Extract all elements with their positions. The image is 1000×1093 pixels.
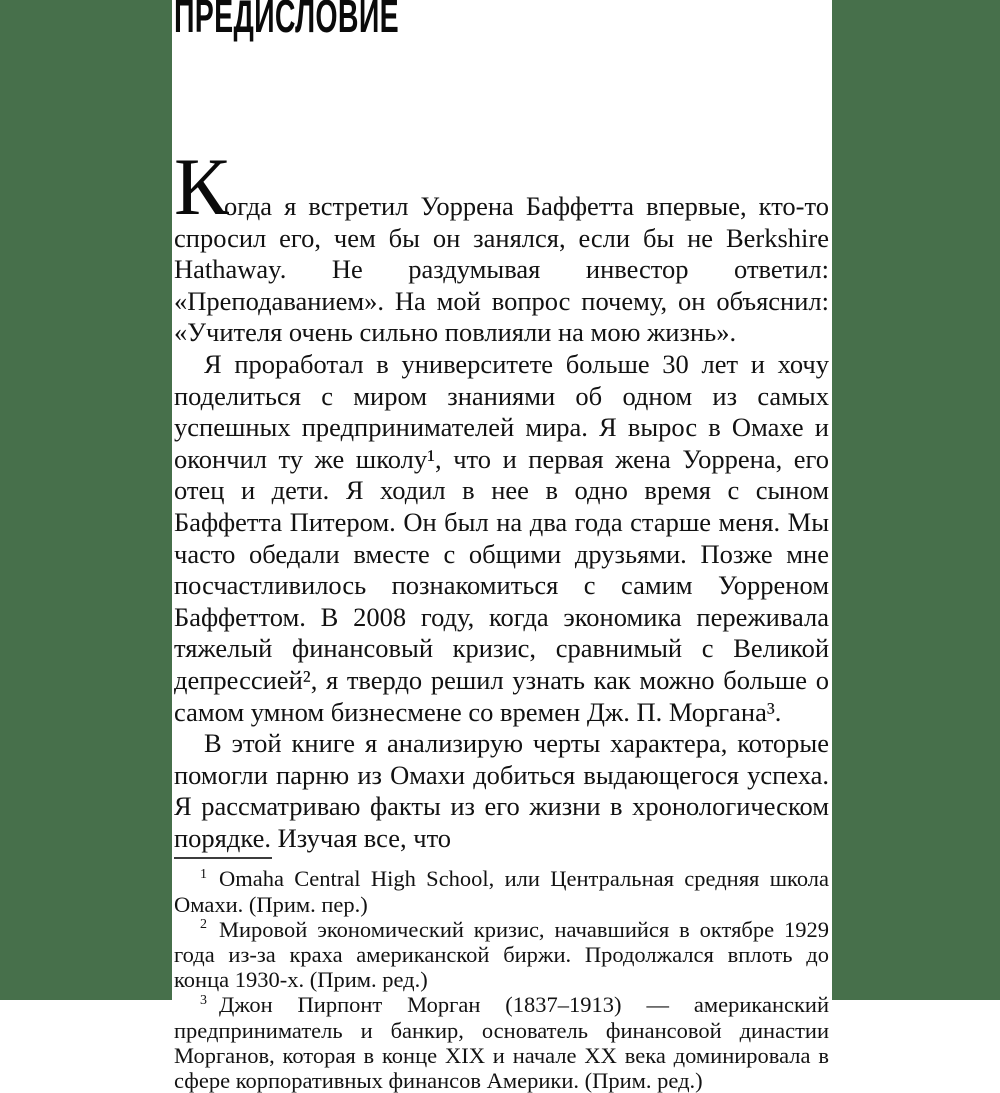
footnote-marker: 3: [200, 992, 207, 1008]
chapter-title: ПРЕДИСЛОВИЕ: [174, 0, 399, 42]
book-page: [172, 0, 832, 1093]
footnote-text: Мировой экономический кризис, начавшийся в октябре 1929 года из-за краха американской биржи. Продолжался вплоть до конца 1930-х. (Прим. ред.): [174, 916, 829, 993]
footnote-item: [174, 917, 829, 993]
background-right: [832, 0, 1000, 1000]
footnote-item: [174, 992, 829, 1093]
footnote-text: Джон Пирпонт Морган (1837–1913) — американский предприниматель и банкир, основатель финансовой династии Морганов, которая в конце XIX и начале XX века доминировала в сфере корпоративных финансов Америки. (Прим. ред.): [174, 992, 829, 1093]
background-left: [0, 0, 172, 1000]
footnote-divider: [174, 857, 272, 859]
footnotes-section: [174, 866, 829, 1093]
paragraph: В этой книге я анализирую черты характера, которые помогли парню из Омахи добиться выдающегося успеха. Я рассматриваю факты из его жизни в хронологическом порядке. Изучая все, что: [174, 728, 829, 853]
body-text: [174, 141, 829, 854]
drop-cap-letter: К: [174, 141, 229, 232]
paragraph-text: огда я встретил Уоррена Баффетта впервые, кто-то спросил его, чем бы он занялся, если бы не Berkshire Hathaway. Не раздумывая инвестор ответил: «Преподаванием». На мой вопрос почему, он объяснил: «Учителя очень сильно повлияли на мою жизнь».: [174, 191, 829, 348]
paragraph: [174, 141, 829, 349]
footnote-marker: 1: [200, 866, 207, 882]
footnote-text: Omaha Central High School, или Центральная средняя школа Омахи. (Прим. пер.): [174, 866, 829, 917]
paragraph: Я проработал в университете больше 30 лет и хочу поделиться с миром знаниями об одном из самых успешных предпринимателей мира. Я вырос в Омахе и окончил ту же школу¹, что и первая жена Уоррена, его отец и дети. Я ходил в нее в одно время с сыном Баффетта Питером. Он был на два года старше меня. Мы часто обедали вместе с общими друзьями. Позже мне посчастливилось познакомиться с самим Уорреном Баффеттом. В 2008 году, когда экономика переживала тяжелый финансовый кризис, сравнимый с Великой депрессией², я твердо решил узнать как можно больше о самом умном бизнесмене со времен Дж. П. Моргана³.: [174, 348, 829, 727]
footnote-marker: 2: [200, 917, 207, 933]
footnote-item: [174, 866, 829, 916]
